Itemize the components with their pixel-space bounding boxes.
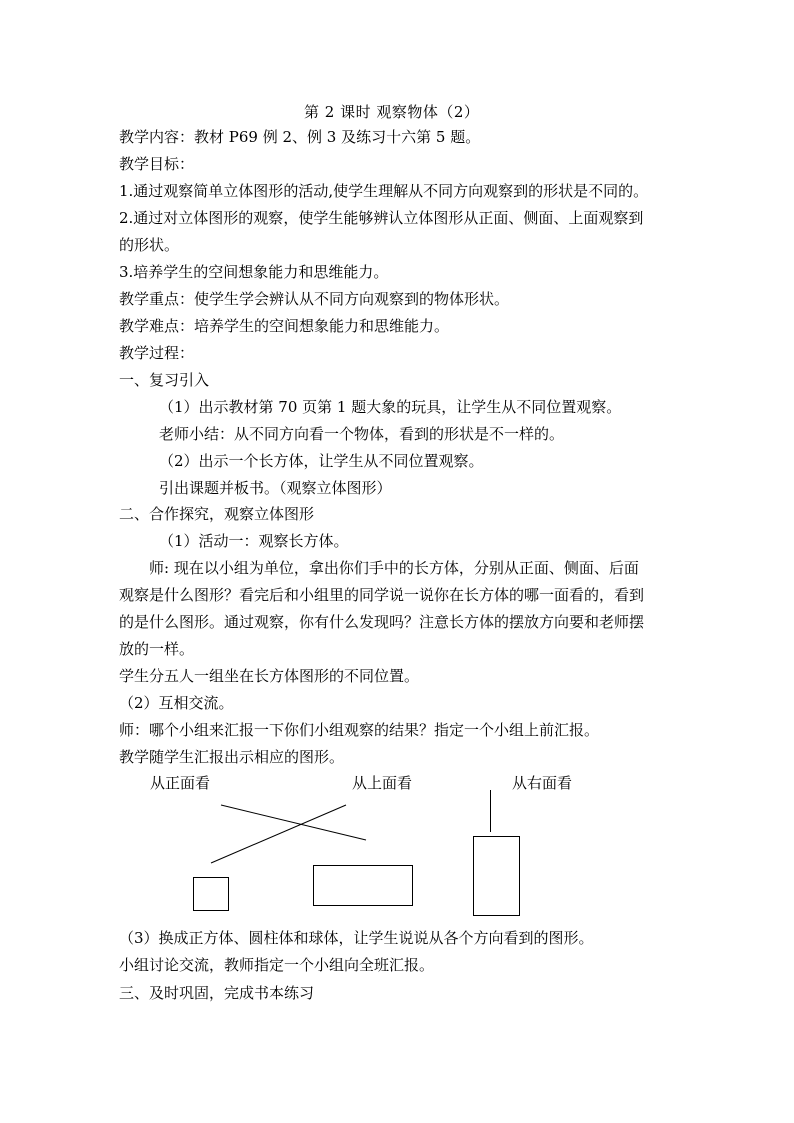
text-line: 的是什么图形。通过观察，你有什么发现吗？注意长方体的摆放方向要和老师摆: [119, 613, 645, 631]
section-heading: 三、及时巩固，完成书本练习: [119, 984, 315, 1002]
figure-label-right: 从右面看: [512, 774, 573, 792]
text-line: 教学随学生汇报出示相应的图形。: [119, 748, 345, 766]
text-line: （3）换成正方体、圆柱体和球体，让学生说说从各个方向看到的图形。: [119, 929, 594, 947]
text-line: 教学内容：教材 P69 例 2、例 3 及练习十六第 5 题。: [119, 128, 481, 146]
view-figure: [0, 760, 794, 930]
figure-label-front: 从正面看: [150, 774, 211, 792]
connector-line: [211, 805, 346, 863]
text-line: 教学难点：培养学生的空间想象能力和思维能力。: [119, 317, 450, 335]
front-view-square: [194, 878, 229, 911]
text-line: （1）活动一：观察长方体。: [159, 532, 349, 550]
text-line: 3.培养学生的空间想象能力和思维能力。: [119, 263, 389, 281]
right-view-rectangle: [474, 837, 520, 916]
text-line: 的形状。: [119, 236, 180, 254]
text-line: 老师小结：从不同方向看一个物体，看到的形状是不一样的。: [159, 425, 565, 443]
text-line: 教学目标：: [119, 155, 195, 173]
figure-label-top: 从上面看: [352, 774, 413, 792]
text-line: 师：哪个小组来汇报一下你们小组观察的结果？指定一个小组上前汇报。: [119, 721, 600, 739]
text-line: （2）互相交流。: [119, 694, 234, 712]
text-line: （2）出示一个长方体，让学生从不同位置观察。: [159, 452, 484, 470]
text-line: 师: 现在以小组为单位，拿出你们手中的长方体，分别从正面、侧面、后面: [149, 559, 639, 577]
text-line: 放的一样。: [119, 640, 195, 658]
text-line: 学生分五人一组坐在长方体图形的不同位置。: [119, 667, 420, 685]
text-line: 1.通过观察简单立体图形的活动,使学生理解从不同方向观察到的形状是不同的。: [119, 182, 649, 200]
text-line: 教学重点：使学生学会辨认从不同方向观察到的物体形状。: [119, 290, 510, 308]
text-line: 引出课题并板书。（观察立体图形）: [159, 479, 392, 497]
section-heading: 二、合作探究，观察立体图形: [119, 505, 315, 523]
top-view-rectangle: [314, 866, 413, 906]
text-line: 小组讨论交流，教师指定一个小组向全班汇报。: [119, 956, 435, 974]
section-heading: 一、复习引入: [119, 371, 210, 389]
text-line: 2.通过对立体图形的观察，使学生能够辨认立体图形从正面、侧面、上面观察到: [119, 209, 644, 227]
text-line: 教学过程：: [119, 344, 195, 362]
text-line: 观察是什么图形？看完后和小组里的同学说一说你在长方体的哪一面看的，看到: [119, 586, 645, 604]
connector-line: [221, 805, 366, 840]
text-line: （1）出示教材第 70 页第 1 题大象的玩具，让学生从不同位置观察。: [159, 398, 622, 416]
page-title: 第 2 课时 观察物体（2）: [304, 103, 480, 121]
